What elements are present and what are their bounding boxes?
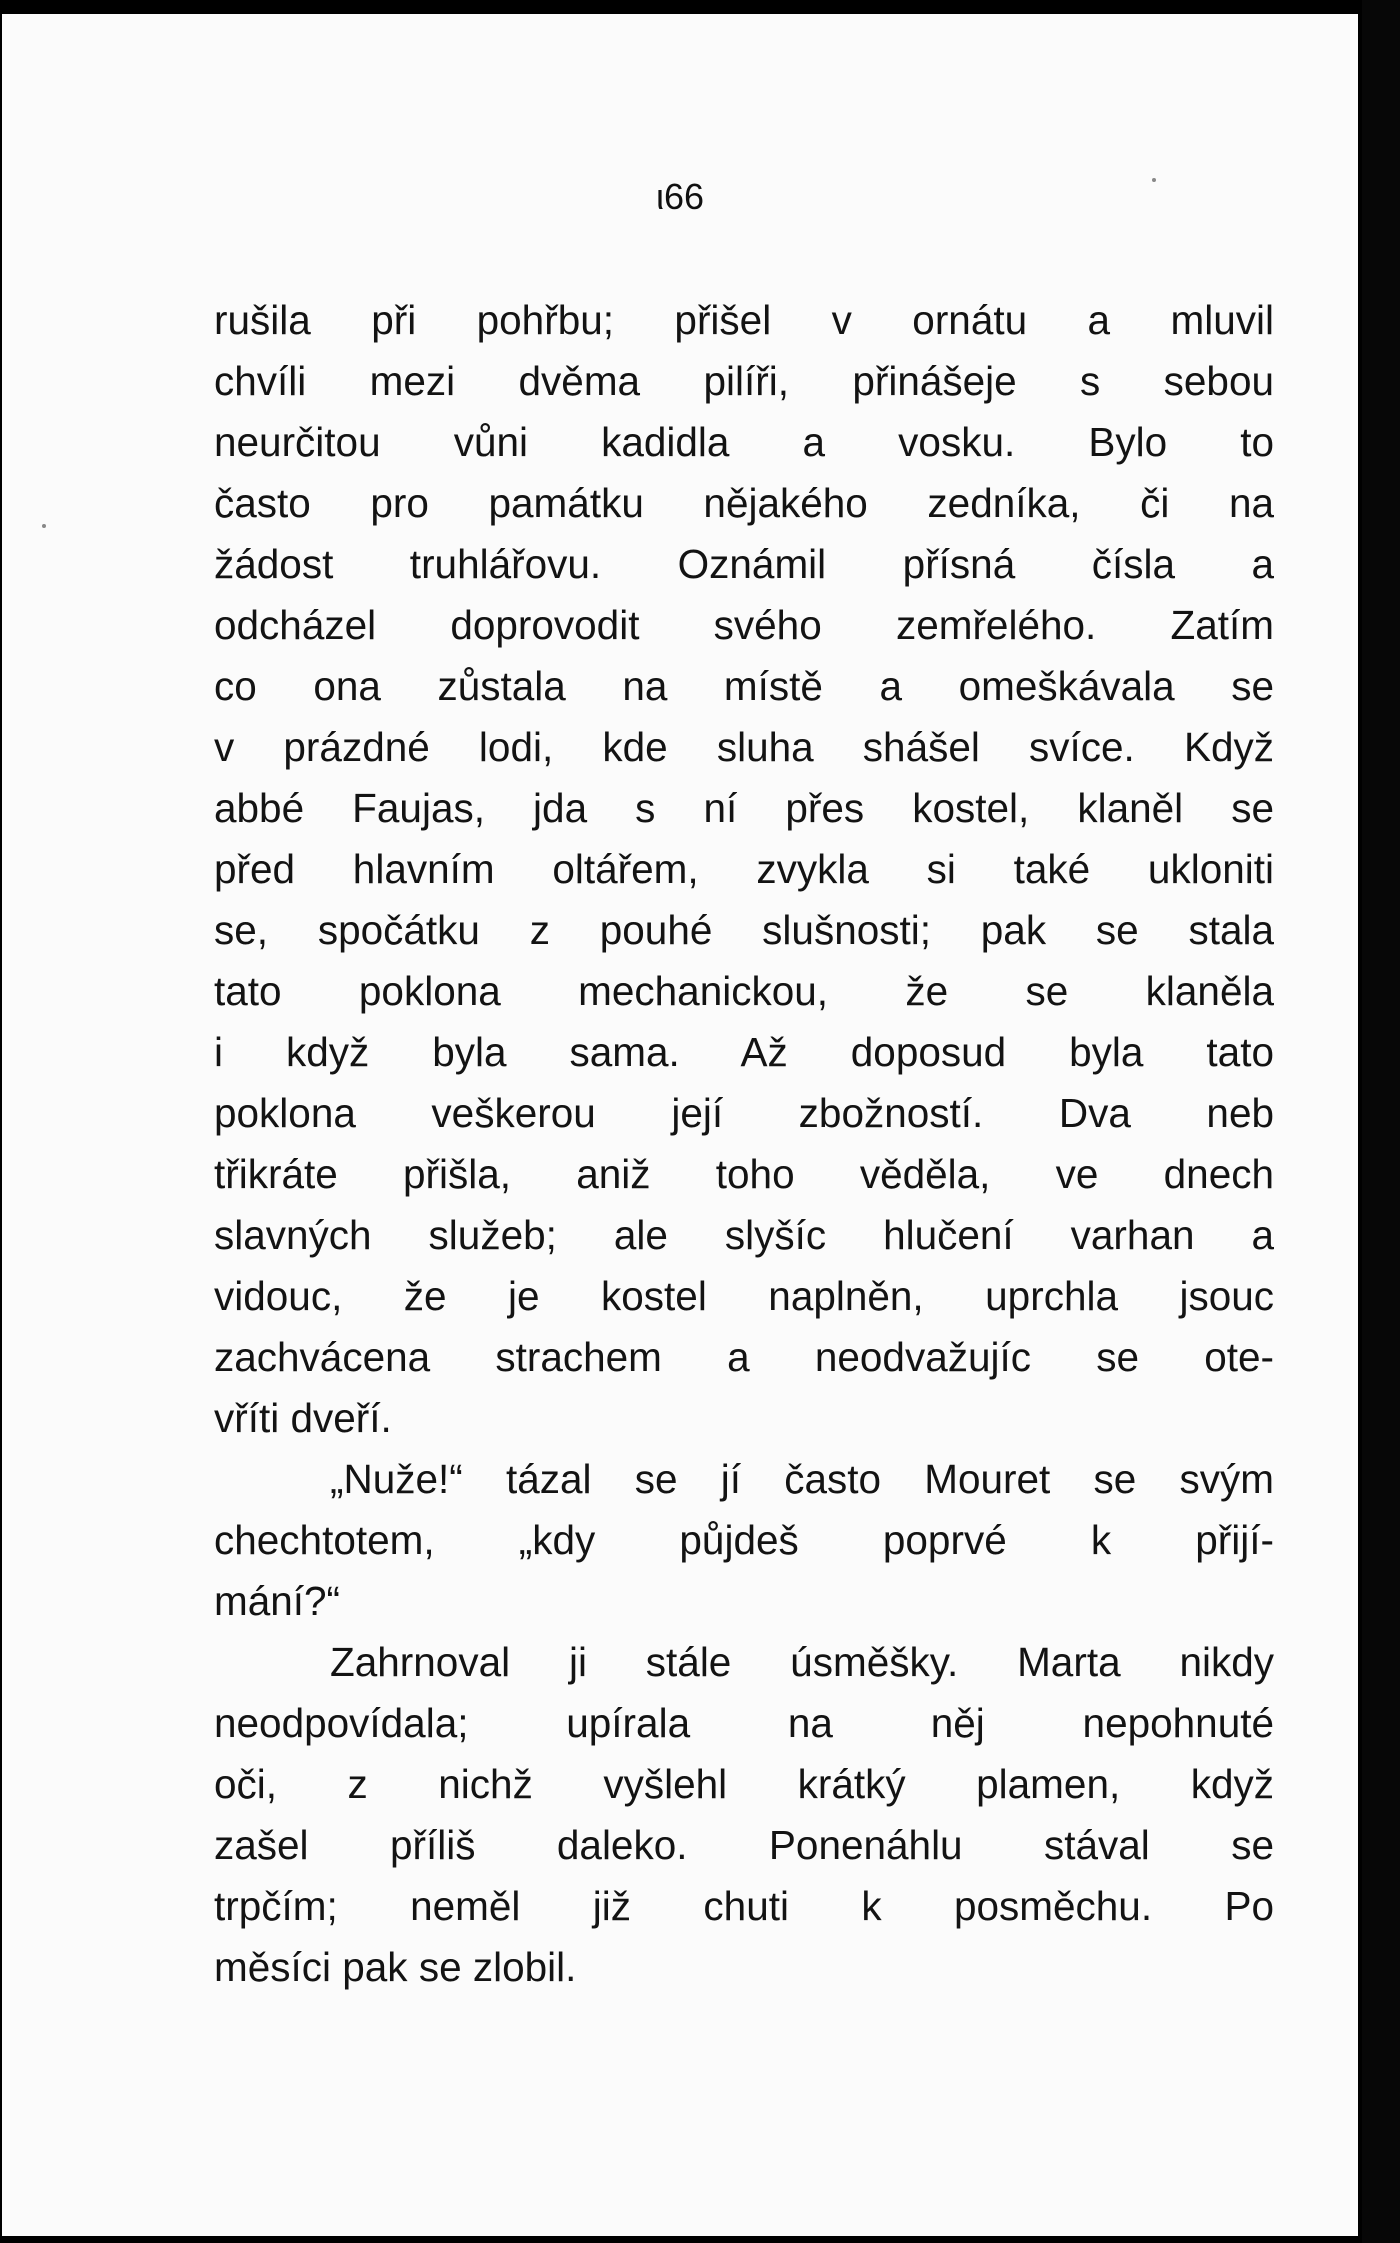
book-page	[2, 14, 1358, 2236]
text-line: rušila při pohřbu; přišel v ornátu a mluvil	[214, 297, 1274, 343]
text-line: i když byla sama. Až doposud byla tato	[214, 1029, 1274, 1075]
text-line: neodpovídala; upírala na něj nepohnuté	[214, 1700, 1274, 1746]
text-line: odcházel doprovodit svého zemřelého. Zatím	[214, 602, 1274, 648]
text-line: před hlavním oltářem, zvykla si také ukloniti	[214, 846, 1274, 892]
text-line: chvíli mezi dvěma pilíři, přinášeje s sebou	[214, 358, 1274, 404]
paper-speck	[42, 524, 46, 528]
text-line: vidouc, že je kostel naplněn, uprchla jsouc	[214, 1273, 1274, 1319]
page-number: ι66	[655, 176, 705, 217]
body-text	[214, 290, 1274, 1998]
text-line: zachvácena strachem a neodvažujíc se ote-	[214, 1334, 1274, 1380]
text-line: abbé Faujas, jda s ní přes kostel, klaněl se	[214, 785, 1274, 831]
text-line: poklona veškerou její zbožností. Dva neb	[214, 1090, 1274, 1136]
text-line: žádost truhlářovu. Oznámil přísná čísla a	[214, 541, 1274, 587]
text-line: zašel příliš daleko. Ponenáhlu stával se	[214, 1822, 1274, 1868]
scan-edge	[1362, 0, 1400, 2243]
text-line: třikráte přišla, aniž toho věděla, ve dnech	[214, 1151, 1274, 1197]
text-line: chechtotem, „kdy půjdeš poprvé k přijí-	[214, 1517, 1274, 1563]
text-line: mání?“	[214, 1578, 341, 1624]
text-line: tato poklona mechanickou, že se klaněla	[214, 968, 1274, 1014]
text-line: často pro památku nějakého zedníka, či na	[214, 480, 1274, 526]
text-line: trpčím; neměl již chuti k posměchu. Po	[214, 1883, 1274, 1929]
text-line: neurčitou vůni kadidla a vosku. Bylo to	[214, 419, 1274, 465]
text-line: Zahrnoval ji stále úsměšky. Marta nikdy	[330, 1639, 1274, 1685]
text-line: měsíci pak se zlobil.	[214, 1944, 577, 1990]
paper-speck	[1152, 178, 1156, 182]
text-line: se, spočátku z pouhé slušnosti; pak se stala	[214, 907, 1274, 953]
text-line: co ona zůstala na místě a omeškávala se	[214, 663, 1274, 709]
text-line: oči, z nichž vyšlehl krátký plamen, když	[214, 1761, 1274, 1807]
text-line: v prázdné lodi, kde sluha shášel svíce. Když	[214, 724, 1274, 770]
text-line: slavných služeb; ale slyšíc hlučení varhan a	[214, 1212, 1274, 1258]
text-line: vříti dveří.	[214, 1395, 392, 1441]
text-line: „Nuže!“ tázal se jí často Mouret se svým	[330, 1456, 1274, 1502]
